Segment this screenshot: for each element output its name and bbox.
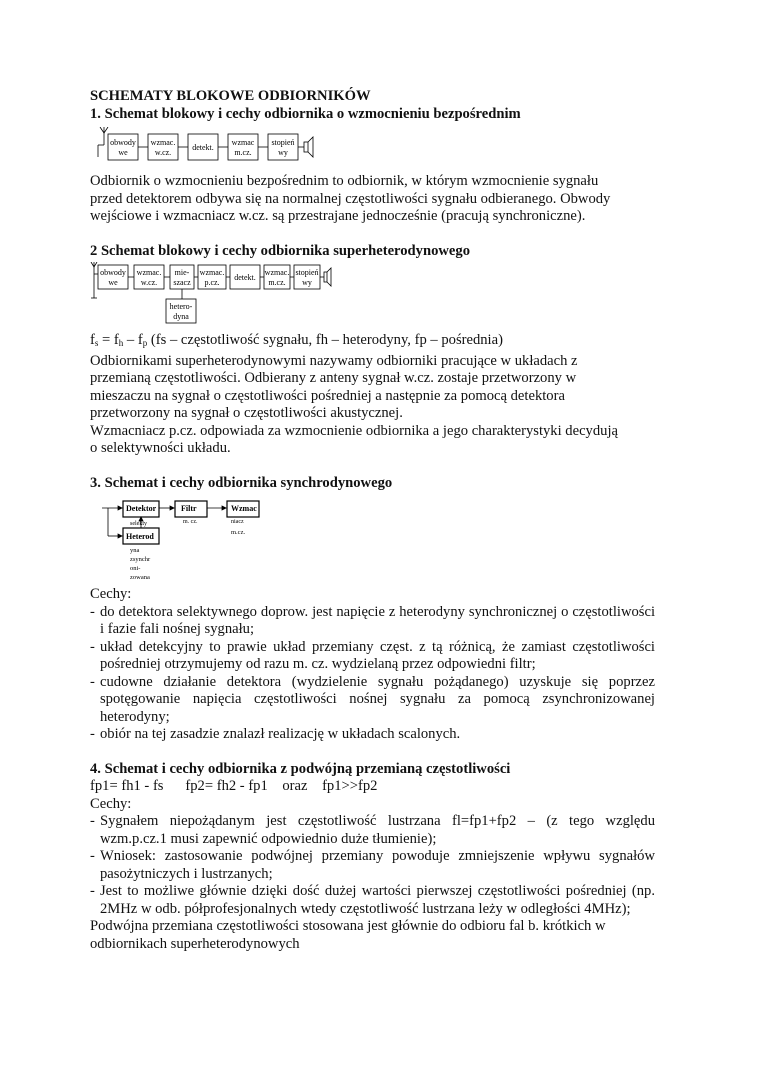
s2-formula: $f_s = f_h - f_p$ (fs – częstotliwość sygnału, fh – heterodyny, fp – pośrednia) — [90, 332, 503, 348]
d3-het-sub-1: yna — [130, 547, 140, 554]
d2-het-l2: dyna — [173, 312, 189, 321]
d3-filter-sub: m. cz. — [183, 519, 198, 525]
d3-filter: Filtr — [181, 504, 197, 513]
s1-line-1: Odbiornik o wzmocnieniu bezpośrednim to odbiornik, w którym wzmocnienie sygnału — [90, 173, 599, 189]
d2-het-l1: hetero- — [169, 302, 193, 311]
d1-block-1-l2: we — [118, 148, 128, 157]
d1-block-3-l1: detekt. — [192, 143, 214, 152]
s4-cechy: Cechy: — [90, 795, 132, 812]
d3-amp-sub: niacz — [231, 519, 244, 525]
s4-line-2: odbiornikach superheterodynowych — [90, 935, 300, 952]
document-page — [90, 88, 655, 953]
s4-line-1: Podwójna przemiana częstotliwości stosowana jest głównie do odbioru fal b. krótkich w — [90, 918, 606, 934]
s4-formula: fp1= fh1 - fs fp2= fh2 - fp1 oraz fp1>>fp2 — [90, 778, 378, 794]
s4-item-3: - Jest to możliwe głównie dzięki dość dużej wartości pierwszej częstotliwości pośredniej (np. 2MHz w odb. półprofesjonalnych wtedy częstotliwość lustrzana leży w odległości 4MHz); — [90, 883, 655, 917]
d2-block-5-l1: detekt. — [234, 273, 256, 282]
d2-block-7-l1: stopień — [295, 268, 319, 277]
s4-item-1: - Sygnałem niepożądanym jest częstotliwość lustrzana fl=fp1+fp2 – (z tego względu wzm.p.cz.1 musi zapewnić odpowiednio duże tłumienie); — [90, 813, 655, 847]
s3-item-1: - do detektora selektywnego doprow. jest napięcie z heterodyny synchronicznej o częstotliwości i fazie fali nośnej sygnału; — [90, 603, 655, 637]
d2-block-4-l1: wzmac. — [199, 268, 225, 277]
section3-heading: 3. Schemat i cechy odbiornika synchrodynowego — [90, 474, 393, 491]
s3-item-3: - cudowne działanie detektora (wydzielenie sygnału pożądanego) uzyskuje się poprzez spotęgowanie napięcia częstotliwości nośnej sygnału za pomocą zsynchronizowanej heterodyny; — [90, 673, 655, 725]
d2-block-7-l2: wy — [302, 278, 312, 287]
d1-block-5-l1: stopień — [271, 138, 295, 147]
s1-line-3: wejściowe i wzmacniacz w.cz. są przestrajane jednocześnie (pracują synchroniczne). — [90, 208, 586, 224]
s1-line-2: przed detektorem odbywa się na normalnej częstotliwości sygnału odbieranego. Obwody — [90, 190, 611, 207]
d2-block-3-l2: szacz — [173, 278, 191, 287]
s2-line-5: Wzmacniacz p.cz. odpowiada za wzmocnienie odbiornika a jego charakterystyki decydują — [90, 422, 618, 439]
s3-item-2: - układ detekcyjny to prawie układ przemiany częst. z tą różnicą, że zamiast częstotliwości pośredniej otrzymujemy od razu m. cz. wydzielaną przez odpowiedni filtr; — [90, 638, 655, 672]
d3-het-sub-4: zowana — [130, 574, 150, 580]
d3-het-sub-3: oni- — [130, 565, 141, 572]
s2-line-6: o selektywności układu. — [90, 440, 231, 456]
d2-block-1-l1: obwody — [100, 268, 126, 277]
d1-block-4-l1: wzmac — [231, 138, 255, 147]
d2-block-6-l1: wzmac. — [264, 268, 290, 277]
d1-block-2-l1: wzmac. — [150, 138, 176, 147]
s3-cechy: Cechy: — [90, 586, 132, 602]
s2-line-1: Odbiornikami superheterodynowymi nazywamy odbiorniki pracujące w układach z — [90, 352, 578, 369]
diagram-direct-receiver — [90, 127, 655, 167]
d2-block-4-l2: p.cz. — [204, 278, 220, 287]
s2-line-2: przemianą częstotliwości. Odbierany z anteny sygnał w.cz. zostaje przetworzony w — [90, 370, 577, 386]
d3-heterodyne: Heterod — [126, 532, 154, 541]
diagram-superheterodyne — [90, 262, 655, 326]
d3-amp: Wzmac — [231, 504, 257, 513]
d2-block-2-l1: wzmac. — [136, 268, 162, 277]
d2-block-6-l2: m.cz. — [268, 278, 286, 287]
s2-line-4: przetworzony na sygnał o częstotliwości akustycznej. — [90, 405, 403, 421]
d1-block-5-l2: wy — [278, 148, 288, 157]
section4-heading: 4. Schemat i cechy odbiornika z podwójną przemianą częstotliwości — [90, 760, 511, 777]
d2-block-1-l2: we — [108, 278, 118, 287]
d3-detector: Detektor — [126, 504, 157, 513]
d3-amp-sub2: m.cz. — [231, 529, 246, 536]
d1-block-1-l1: obwody — [110, 138, 136, 147]
d1-block-4-l2: m.cz. — [234, 148, 252, 157]
d2-block-3-l1: mie- — [174, 268, 190, 277]
document-title: SCHEMATY BLOKOWE ODBIORNIKÓW — [90, 88, 371, 104]
d2-block-2-l2: w.cz. — [140, 278, 158, 287]
section1-heading: 1. Schemat blokowy i cechy odbiornika o wzmocnieniu bezpośrednim — [90, 105, 521, 122]
d3-detector-sub: selekty — [130, 521, 147, 527]
d3-het-sub-2: zsynchr — [130, 556, 151, 563]
s2-line-3: mieszaczu na sygnał o częstotliwości pośredniej a następnie za pomocą detektora — [90, 387, 565, 404]
d1-block-2-l2: w.cz. — [154, 148, 172, 157]
section2-heading: 2 Schemat blokowy i cechy odbiornika superheterodynowego — [90, 242, 470, 259]
diagram-synchrodyne — [90, 498, 655, 580]
s4-item-2: - Wniosek: zastosowanie podwójnej przemiany powoduje zmniejszenie wpływu sygnałów pasożytniczych i lustrzanych; — [90, 848, 655, 882]
s3-item-4: - obiór na tej zasadzie znalazł realizację w układach scalonych. — [90, 726, 461, 742]
